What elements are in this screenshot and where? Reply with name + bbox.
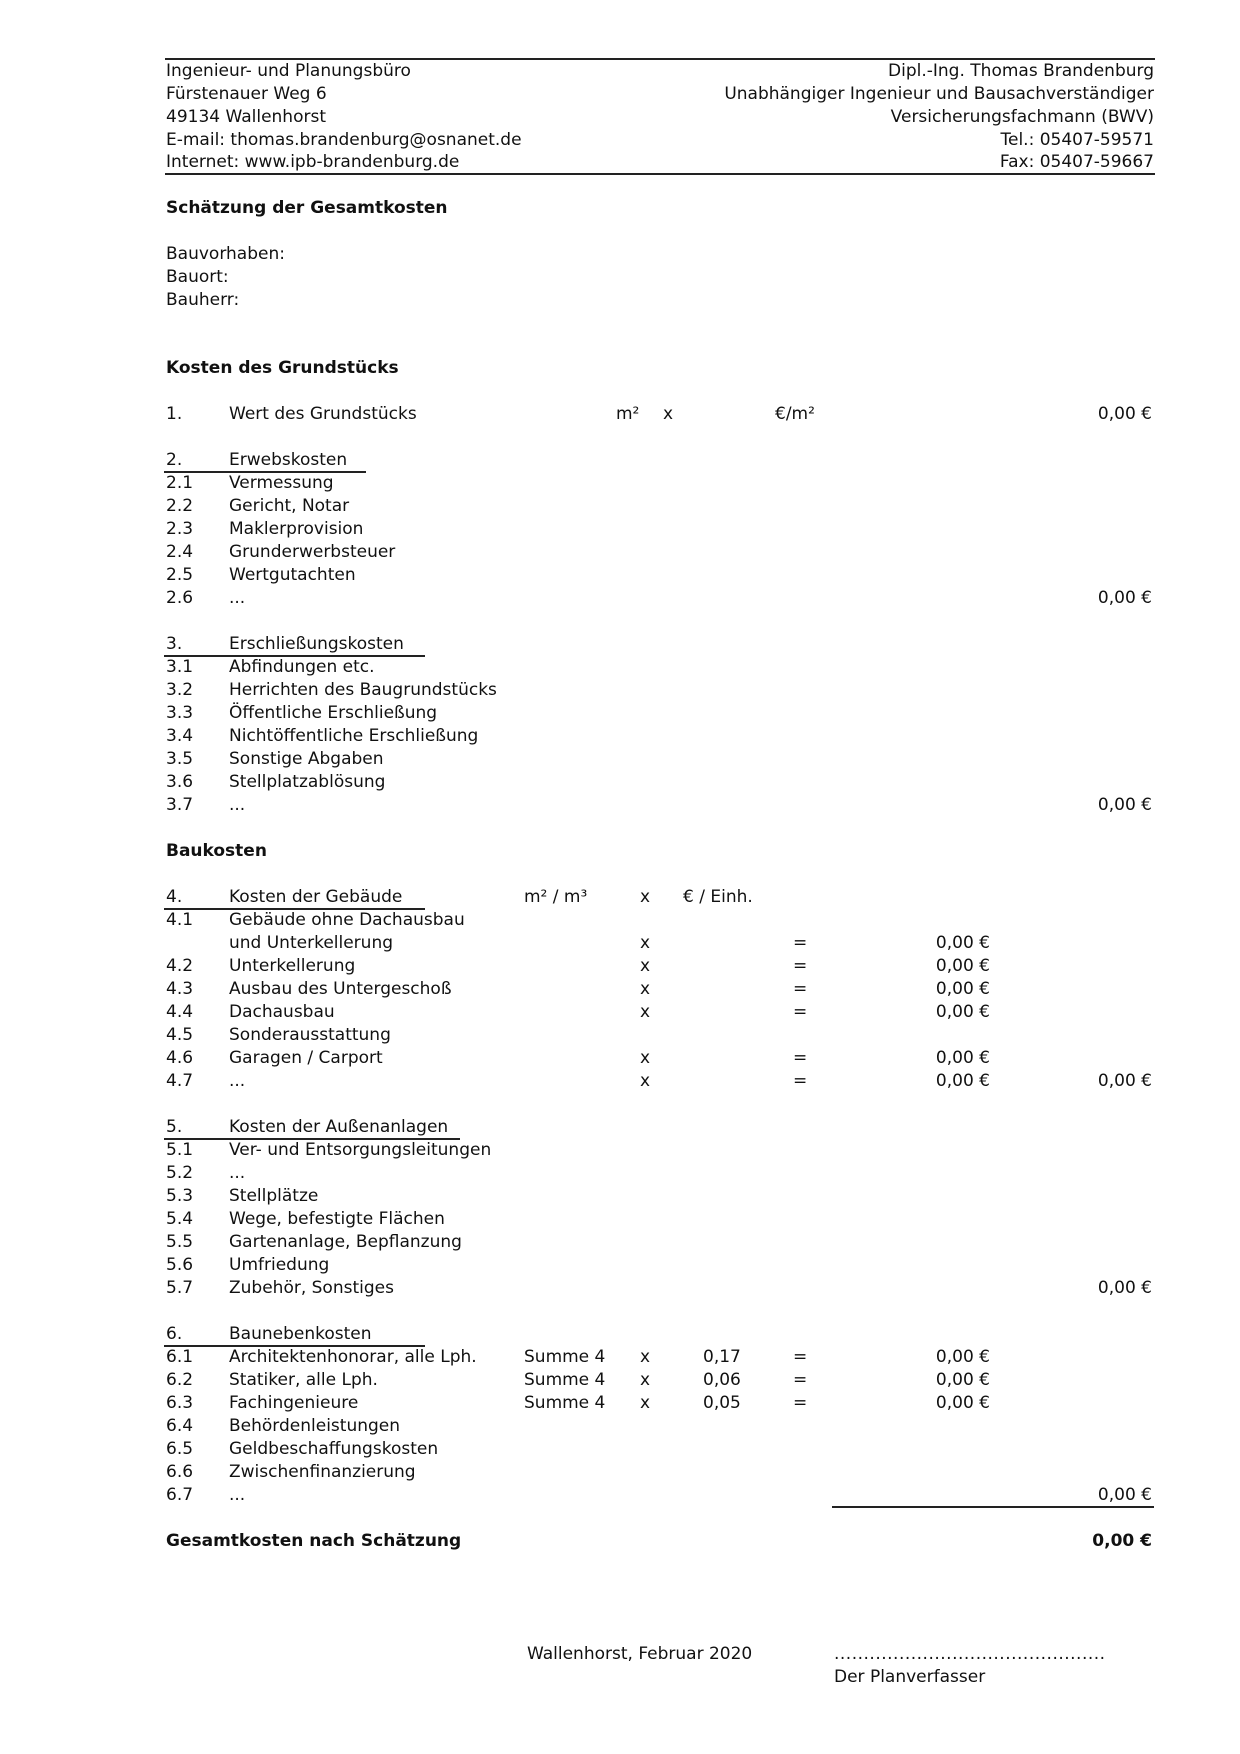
item-label: ... bbox=[229, 1163, 246, 1183]
equals-sign: = bbox=[793, 1347, 808, 1367]
engineer-qualification: Versicherungsfachmann (BWV) bbox=[890, 107, 1154, 127]
item-number: 2.2 bbox=[166, 496, 194, 516]
equals-sign: = bbox=[793, 1370, 808, 1390]
item-label: Dachausbau bbox=[229, 1002, 335, 1022]
unit-m2: m² bbox=[616, 404, 640, 424]
item-number: 4.5 bbox=[166, 1025, 194, 1045]
times-sign: x bbox=[640, 1071, 651, 1091]
office-fax: Fax: 05407-59667 bbox=[999, 152, 1154, 172]
item-number: 5.6 bbox=[166, 1255, 194, 1275]
row-total: 0,00 € bbox=[1097, 404, 1152, 424]
group-number: 5. bbox=[166, 1117, 183, 1137]
item-subtotal: 0,00 € bbox=[935, 1347, 990, 1367]
column-header-rate: € / Einh. bbox=[683, 887, 753, 907]
item-number: 2.6 bbox=[166, 588, 194, 608]
item-number: 5.1 bbox=[166, 1140, 194, 1160]
item-subtotal: 0,00 € bbox=[935, 1002, 990, 1022]
item-subtotal: 0,00 € bbox=[935, 1071, 990, 1091]
group-number: 3. bbox=[166, 634, 183, 654]
item-number: 4.7 bbox=[166, 1071, 194, 1091]
item-number: 3.1 bbox=[166, 657, 194, 677]
item-subtotal: 0,00 € bbox=[935, 956, 990, 976]
office-street: Fürstenauer Weg 6 bbox=[166, 84, 327, 104]
item-label: Sonderausstattung bbox=[229, 1025, 391, 1045]
item-label: Sonstige Abgaben bbox=[229, 749, 384, 769]
item-label: Geldbeschaffungskosten bbox=[229, 1439, 439, 1459]
times-sign: x bbox=[640, 956, 651, 976]
item-label: Zwischenfinanzierung bbox=[229, 1462, 416, 1482]
group-number: 2. bbox=[166, 450, 183, 470]
equals-sign: = bbox=[793, 1048, 808, 1068]
item-label: Gartenanlage, Bepflanzung bbox=[229, 1232, 462, 1252]
group-total: 0,00 € bbox=[1097, 795, 1152, 815]
item-subtotal: 0,00 € bbox=[935, 1370, 990, 1390]
engineer-title: Unabhängiger Ingenieur und Bausachverständiger bbox=[724, 84, 1154, 104]
signature-line: .............................................. bbox=[834, 1644, 1106, 1664]
item-factor: 0,06 bbox=[703, 1370, 741, 1390]
group-total: 0,00 € bbox=[1097, 588, 1152, 608]
item-label: Nichtöffentliche Erschließung bbox=[229, 726, 479, 746]
equals-sign: = bbox=[793, 933, 808, 953]
office-phone: Tel.: 05407-59571 bbox=[1000, 130, 1154, 150]
item-number: 4.3 bbox=[166, 979, 194, 999]
group-number: 6. bbox=[166, 1324, 183, 1344]
item-number: 3.7 bbox=[166, 795, 194, 815]
item-number: 6.5 bbox=[166, 1439, 194, 1459]
equals-sign: = bbox=[793, 956, 808, 976]
times-sign: x bbox=[640, 1347, 651, 1367]
item-number: 2.5 bbox=[166, 565, 194, 585]
times-sign: x bbox=[640, 979, 651, 999]
item-label-continued: und Unterkellerung bbox=[229, 933, 394, 953]
item-number: 6.2 bbox=[166, 1370, 194, 1390]
office-name: Ingenieur- und Planungsbüro bbox=[166, 61, 411, 81]
item-label: ... bbox=[229, 795, 246, 815]
group-title: Erschließungskosten bbox=[229, 634, 404, 654]
item-subtotal: 0,00 € bbox=[935, 933, 990, 953]
group-title: Erwebskosten bbox=[229, 450, 348, 470]
times-sign: x bbox=[640, 1370, 651, 1390]
item-label: Umfriedung bbox=[229, 1255, 330, 1275]
item-number: 2.4 bbox=[166, 542, 194, 562]
grand-total-label: Gesamtkosten nach Schätzung bbox=[166, 1531, 462, 1551]
group-title: Kosten der Gebäude bbox=[229, 887, 403, 907]
item-number: 6.3 bbox=[166, 1393, 194, 1413]
row-number: 1. bbox=[166, 404, 183, 424]
item-label: Zubehör, Sonstiges bbox=[229, 1278, 394, 1298]
times-sign: x bbox=[640, 1393, 651, 1413]
item-factor: 0,17 bbox=[703, 1347, 741, 1367]
item-label: Wege, befestigte Flächen bbox=[229, 1209, 445, 1229]
item-label: Stellplätze bbox=[229, 1186, 319, 1206]
sum-rule bbox=[832, 1506, 1154, 1508]
item-number: 5.5 bbox=[166, 1232, 194, 1252]
item-subtotal: 0,00 € bbox=[935, 979, 990, 999]
item-number: 4.6 bbox=[166, 1048, 194, 1068]
field-bauort: Bauort: bbox=[166, 267, 229, 287]
item-label: Gericht, Notar bbox=[229, 496, 350, 516]
item-number: 2.1 bbox=[166, 473, 194, 493]
item-label: Garagen / Carport bbox=[229, 1048, 383, 1068]
item-label: Abfindungen etc. bbox=[229, 657, 375, 677]
item-label: Fachingenieure bbox=[229, 1393, 359, 1413]
document-title: Schätzung der Gesamtkosten bbox=[166, 198, 448, 218]
item-number: 6.7 bbox=[166, 1485, 194, 1505]
item-number: 3.2 bbox=[166, 680, 194, 700]
column-header-unit: m² / m³ bbox=[524, 887, 588, 907]
item-base: Summe 4 bbox=[524, 1347, 606, 1367]
field-bauherr: Bauherr: bbox=[166, 290, 240, 310]
equals-sign: = bbox=[793, 1002, 808, 1022]
item-base: Summe 4 bbox=[524, 1370, 606, 1390]
item-number: 4.2 bbox=[166, 956, 194, 976]
grand-total-value: 0,00 € bbox=[1092, 1531, 1152, 1551]
item-subtotal: 0,00 € bbox=[935, 1048, 990, 1068]
group-number: 4. bbox=[166, 887, 183, 907]
item-label: Unterkellerung bbox=[229, 956, 356, 976]
group-title: Kosten der Außenanlagen bbox=[229, 1117, 449, 1137]
item-number: 3.6 bbox=[166, 772, 194, 792]
item-number: 3.3 bbox=[166, 703, 194, 723]
group-total: 0,00 € bbox=[1097, 1485, 1152, 1505]
item-number: 5.4 bbox=[166, 1209, 194, 1229]
item-label: Statiker, alle Lph. bbox=[229, 1370, 378, 1390]
times-sign: x bbox=[640, 1048, 651, 1068]
item-number: 5.7 bbox=[166, 1278, 194, 1298]
section-heading-grundstueck: Kosten des Grundstücks bbox=[166, 358, 399, 378]
column-header-times: x bbox=[640, 887, 651, 907]
times-sign: x bbox=[663, 404, 674, 424]
equals-sign: = bbox=[793, 1393, 808, 1413]
field-bauvorhaben: Bauvorhaben: bbox=[166, 244, 285, 264]
item-number: 6.4 bbox=[166, 1416, 194, 1436]
item-label: Vermessung bbox=[229, 473, 334, 493]
section-heading-baukosten: Baukosten bbox=[166, 841, 267, 861]
engineer-name: Dipl.-Ing. Thomas Brandenburg bbox=[888, 61, 1154, 81]
item-label: Grunderwerbsteuer bbox=[229, 542, 396, 562]
unit-eur-per-m2: €/m² bbox=[775, 404, 815, 424]
office-website[interactable]: Internet: www.ipb-brandenburg.de bbox=[166, 152, 460, 172]
item-number: 2.3 bbox=[166, 519, 194, 539]
signature-role: Der Planverfasser bbox=[834, 1667, 986, 1687]
item-label: Ausbau des Untergeschoß bbox=[229, 979, 452, 999]
office-city: 49134 Wallenhorst bbox=[166, 107, 326, 127]
item-factor: 0,05 bbox=[703, 1393, 741, 1413]
item-number: 6.1 bbox=[166, 1347, 194, 1367]
item-label: ... bbox=[229, 1071, 246, 1091]
item-label: Ver- und Entsorgungsleitungen bbox=[229, 1140, 492, 1160]
item-label: Maklerprovision bbox=[229, 519, 364, 539]
item-number: 5.3 bbox=[166, 1186, 194, 1206]
equals-sign: = bbox=[793, 979, 808, 999]
item-label: Herrichten des Baugrundstücks bbox=[229, 680, 497, 700]
group-total: 0,00 € bbox=[1097, 1071, 1152, 1091]
times-sign: x bbox=[640, 933, 651, 953]
item-number: 3.4 bbox=[166, 726, 194, 746]
item-number: 4.1 bbox=[166, 910, 194, 930]
item-subtotal: 0,00 € bbox=[935, 1393, 990, 1413]
group-total: 0,00 € bbox=[1097, 1278, 1152, 1298]
item-base: Summe 4 bbox=[524, 1393, 606, 1413]
item-label: Öffentliche Erschließung bbox=[229, 703, 438, 723]
item-label: ... bbox=[229, 1485, 246, 1505]
item-number: 4.4 bbox=[166, 1002, 194, 1022]
item-label: Stellplatzablösung bbox=[229, 772, 386, 792]
item-number: 5.2 bbox=[166, 1163, 194, 1183]
place-date: Wallenhorst, Februar 2020 bbox=[527, 1644, 753, 1664]
group-title: Baunebenkosten bbox=[229, 1324, 372, 1344]
times-sign: x bbox=[640, 1002, 651, 1022]
item-label: ... bbox=[229, 588, 246, 608]
office-email[interactable]: E-mail: thomas.brandenburg@osnanet.de bbox=[166, 130, 522, 150]
item-label: Architektenhonorar, alle Lph. bbox=[229, 1347, 477, 1367]
equals-sign: = bbox=[793, 1071, 808, 1091]
item-number: 6.6 bbox=[166, 1462, 194, 1482]
item-number: 3.5 bbox=[166, 749, 194, 769]
item-label: Gebäude ohne Dachausbau bbox=[229, 910, 465, 930]
letterhead-bottom-rule bbox=[165, 173, 1155, 175]
item-label: Behördenleistungen bbox=[229, 1416, 401, 1436]
item-label: Wertgutachten bbox=[229, 565, 356, 585]
row-label: Wert des Grundstücks bbox=[229, 404, 417, 424]
